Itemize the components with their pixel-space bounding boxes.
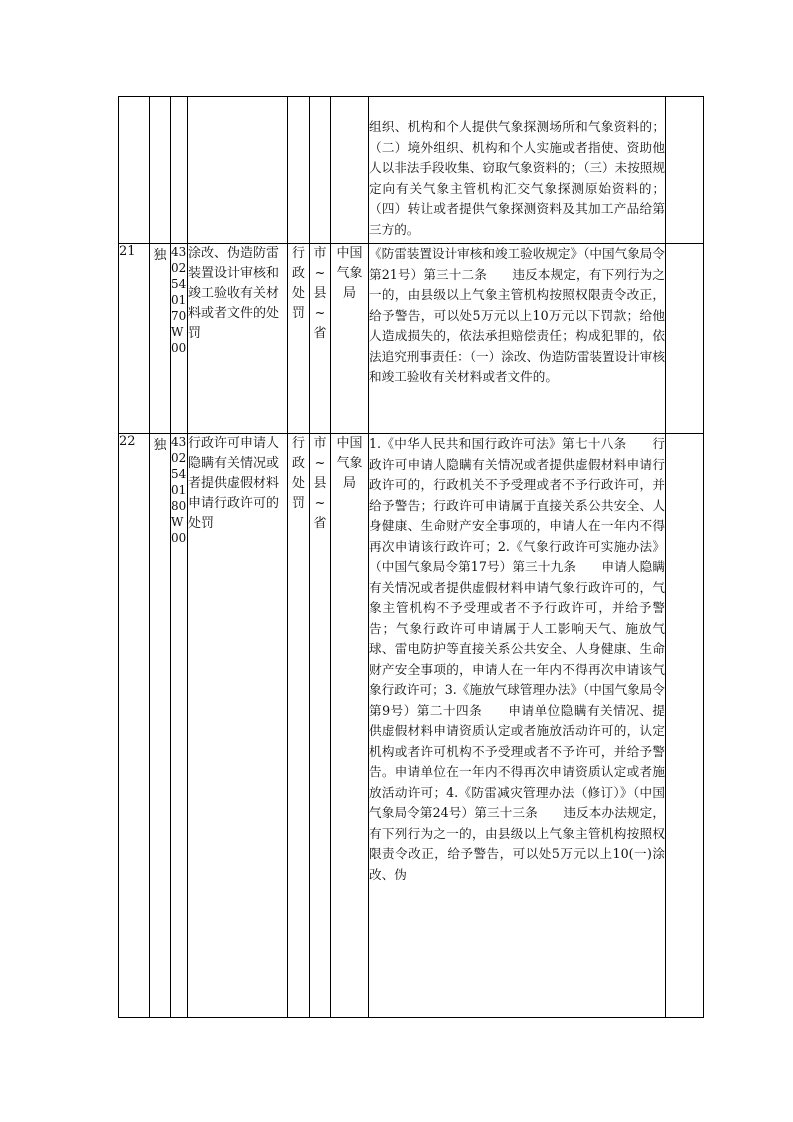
row-legal-basis: 《防雷装置设计审核和竣工验收规定》（中国气象局令第21号）第三十二条 违反本规定，有下列行为之一的，由县级以上气象主管机构按照权限责令改正，给予警告，可以处5万元以上10万元以下罚款；给他人造成损失的，依法承担赔偿责任；构成犯罪的，依法追究刑事责任：（一）涂改、伪造防雷装置设计审核和竣工验收有关材料或者文件的。 <box>369 244 666 434</box>
row-kind: 独 <box>150 244 171 434</box>
row-code <box>171 97 188 244</box>
row-number <box>119 97 150 244</box>
row-org: 中国气象局 <box>331 434 369 1018</box>
row-org: 中国气象局 <box>331 244 369 434</box>
row-number: 21 <box>119 244 150 434</box>
row-item-name <box>188 97 288 244</box>
table-row <box>119 97 704 244</box>
row-item-name: 涂改、伪造防雷装置设计审核和竣工验收有关材料或者文件的处罚 <box>188 244 288 434</box>
row-level <box>310 97 331 244</box>
row-legal-basis: 1.《中华人民共和国行政许可法》第七十八条 行政许可申请人隐瞒有关情况或者提供虚假材料申请行政许可的，行政机关不予受理或者不予行政许可，并给予警告；行政许可申请属于直接关系公共安全、人身健康、生命财产安全事项的，申请人在一年内不得再次申请该行政许可；2.《气象行政许可实施办法》（中国气象局令第17号）第三十九条 申请人隐瞒有关情况或者提供虚假材料申请气象行政许可的，气象主管机构不予受理或者不予行政许可，并给予警告；气象行政许可申请属于人工影响天气、施放气球、雷电防护等直接关系公共安全、人身健康、生命财产安全事项的，申请人在一年内不得再次申请该气象行政许可；3.《施放气球管理办法》（中国气象局令第9号）第二十四条 申请单位隐瞒有关情况、提供虚假材料申请资质认定或者施放活动许可的，认定机构或者许可机构不予受理或者不予许可，并给予警告。申请单位在一年内不得再次申请资质认定或者施放活动许可；4.《防雷减灾管理办法（修订）》（中国气象局令第24号）第三十三条 违反本办法规定，有下列行为之一的，由县级以上气象主管机构按照权限责令改正，给予警告，可以处5万元以上10(一)涂改、伪 <box>369 434 666 1018</box>
row-extra <box>666 434 704 1018</box>
row-item-name: 行政许可申请人隐瞒有关情况或者提供虚假材料申请行政许可的处罚 <box>188 434 288 1018</box>
row-number: 22 <box>119 434 150 1018</box>
row-kind <box>150 97 171 244</box>
penalty-table <box>118 96 704 1018</box>
row-type: 行政处罚 <box>288 244 310 434</box>
row-type: 行政处罚 <box>288 434 310 1018</box>
table-row <box>119 434 704 1018</box>
row-org <box>331 97 369 244</box>
row-level: 市~县~省 <box>310 244 331 434</box>
row-level: 市~县~省 <box>310 434 331 1018</box>
row-code: 4302540170W00 <box>171 244 188 434</box>
row-extra <box>666 97 704 244</box>
row-kind: 独 <box>150 434 171 1018</box>
row-type <box>288 97 310 244</box>
table-row <box>119 244 704 434</box>
row-extra <box>666 244 704 434</box>
row-code: 4302540180W00 <box>171 434 188 1018</box>
row-legal-basis: 组织、机构和个人提供气象探测场所和气象资料的；（二）境外组织、机构和个人实施或者指使、资助他人以非法手段收集、窃取气象资料的；（三）未按照规定向有关气象主管机构汇交气象探测原始资料的；（四）转让或者提供气象探测资料及其加工产品给第三方的。 <box>369 97 666 244</box>
